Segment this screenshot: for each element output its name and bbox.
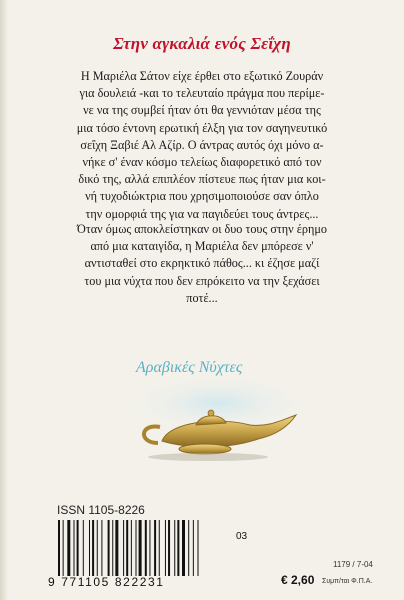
barcode-bar [154, 520, 156, 576]
blurb-line: μια τόσο έντονη ερωτική έλξη για τον σαγηνευτικό [76, 120, 328, 135]
barcode-bar [63, 520, 64, 576]
barcode-bar [123, 520, 124, 576]
barcode-bar [58, 520, 60, 576]
barcode-bar [136, 520, 137, 576]
blurb-line: σεΐχη Ξαβιέ Αλ Αζίρ. Ο άντρας αυτός όχι μόνο α- [80, 137, 324, 152]
blurb-line: αντισταθεί στο εκρηκτικό πάθος... κι έζησε μαζί [84, 256, 320, 271]
barcode-bar [182, 520, 185, 576]
blurb-paragraph-1 [44, 68, 360, 223]
barcode-bar [77, 520, 79, 576]
barcode-bar [177, 520, 179, 576]
blurb-line: νή τυχοδιώκτρια που χρησιμοποιούσε σαν όπλο [85, 189, 319, 204]
barcode-bar [145, 520, 147, 576]
barcode-bar [165, 520, 166, 576]
barcode-bar [159, 520, 160, 576]
blurb-line: δικό της, αλλά επιπλέον πίστευε πως ήταν μια κοι- [78, 172, 326, 187]
barcode-bar [67, 520, 70, 576]
barcode-bar [108, 520, 110, 576]
barcode-bar [131, 520, 132, 576]
vat-note: Συμπ/ται Φ.Π.Α. [322, 578, 373, 585]
barcode-bar [101, 520, 102, 576]
barcode-bar [168, 520, 170, 576]
blurb-line: την ομορφιά της για να παγιδεύει τους άντρες... [85, 206, 319, 221]
barcode [56, 520, 246, 576]
barcode-bar [149, 520, 150, 576]
barcode-bar [83, 520, 84, 576]
blurb-line: νήκε σ' έναν κόσμο τελείως διαφορετικό από τον [82, 155, 322, 170]
blurb-paragraph-2 [44, 221, 360, 307]
price: € 2,60 [281, 573, 315, 587]
issn-label: ISSN 1105-8226 [57, 503, 145, 517]
blurb-line: νε να της συμβεί ήταν ότι θα γεννιόταν μέσα της [83, 103, 321, 118]
barcode-bar [193, 520, 194, 576]
book-title: Στην αγκαλιά ενός Σεΐχη [113, 34, 291, 53]
barcode-bar [97, 520, 98, 576]
spine-edge [0, 0, 8, 600]
blurb-line: Όταν όμως αποκλείστηκαν οι δυο τους στην έρημο [77, 222, 327, 236]
barcode-bar [174, 520, 175, 576]
barcode-bar [126, 520, 128, 576]
barcode-bar [89, 520, 90, 576]
barcode-bar [188, 520, 189, 576]
blurb-line: ποτέ... [186, 290, 218, 305]
barcode-bar [74, 520, 75, 576]
barcode-bar [115, 520, 118, 576]
barcode-bar [112, 520, 113, 576]
barcode-bar [92, 520, 94, 576]
barcode-bar [198, 520, 199, 576]
blurb-line: του μια νύχτα που δεν επρόκειτο να την ξεχάσει [84, 273, 320, 288]
blurb-line: Η Μαριέλα Σάτον είχε έρθει στο εξωτικό Ζουράν [80, 69, 324, 83]
series-logo-text: Αραβικές Νύχτες [136, 359, 243, 376]
barcode-addon: 03 [236, 531, 248, 542]
issue-code: 1179 / 7-04 [333, 560, 373, 569]
barcode-number: 9 771105 822231 [48, 575, 165, 589]
blurb-line: για δουλειά -και το τελευταίο πράγμα που περίμε- [79, 86, 325, 101]
blurb-line: από μια καταιγίδα, η Μαριέλα δεν μπόρεσε ν' [90, 239, 314, 254]
barcode-bar [139, 520, 142, 576]
